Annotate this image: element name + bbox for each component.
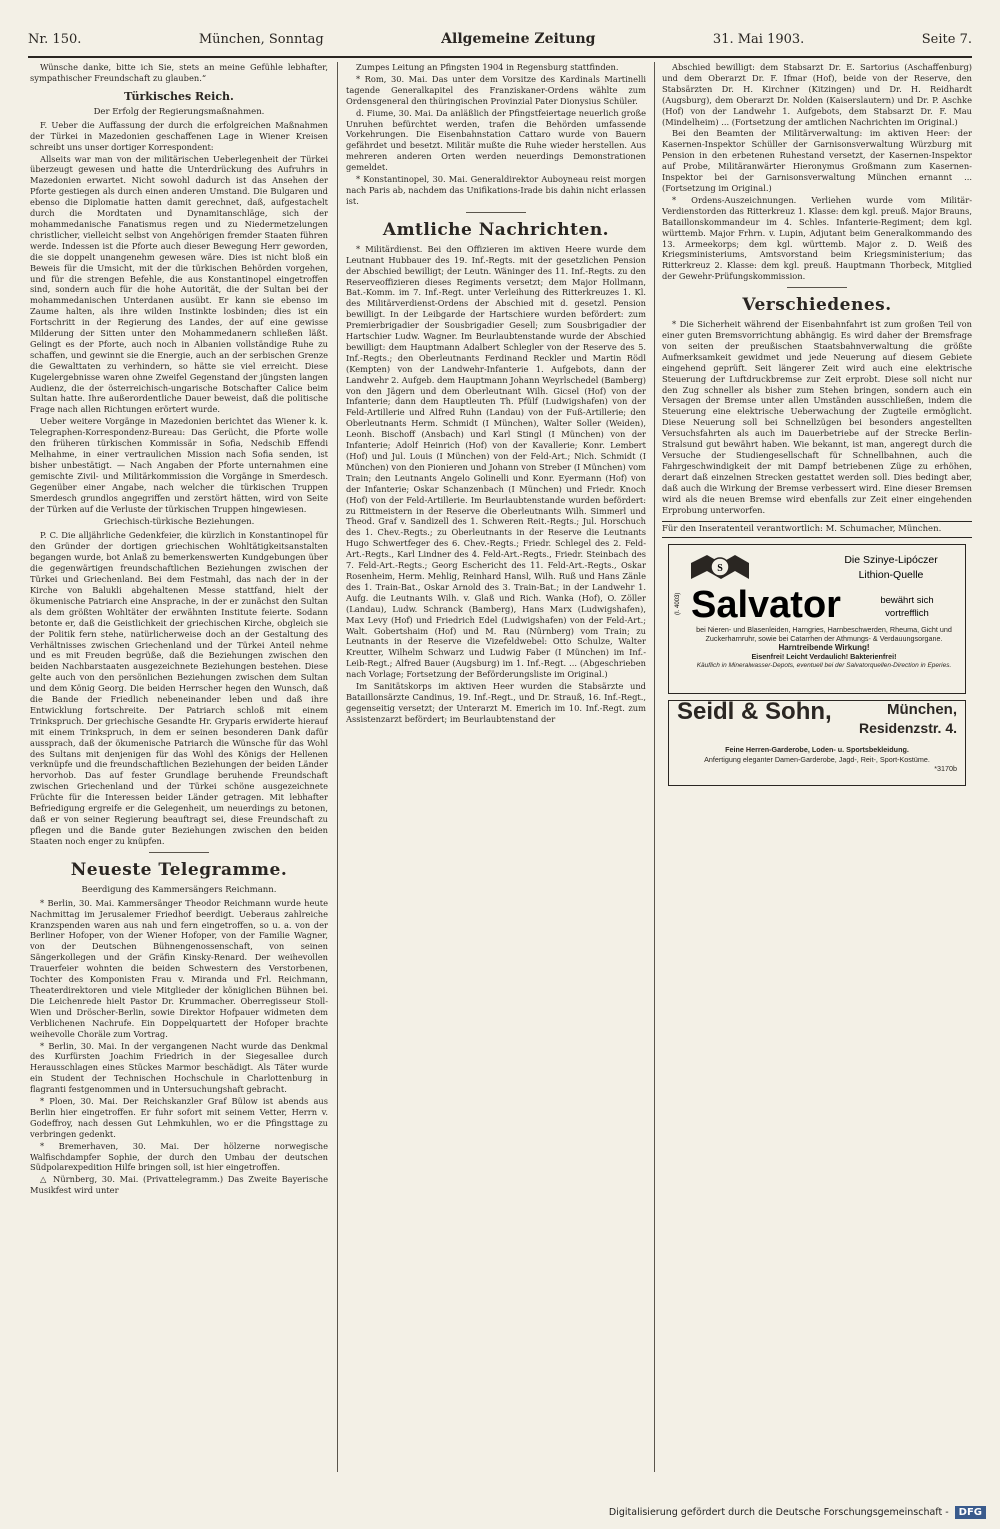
ad2-code: *3170b	[934, 764, 957, 774]
column-1	[30, 62, 328, 1472]
ad2-city: München,	[887, 701, 957, 719]
page-header	[28, 22, 972, 58]
digitization-credit	[609, 1506, 986, 1519]
paragraph: Im Sanitätskorps im aktiven Heer wurden die Stabsärzte und Bataillonsärzte Candinus, 19. Inf.-Regt., und Dr. Strauß, 16. Inf.-Regt., gegenseitig versetzt; der Unterarzt M. Emerich im 10. Inf.-Regt. zum Assistenzarzt befördert; im Beurlaubtenstand der	[346, 681, 646, 724]
ad-top-line-1: Die Szinye-Lipóczer	[844, 554, 938, 567]
ad-line-1: Eisenfrei! Leicht Verdaulich! Bakterienfrei!	[751, 652, 897, 662]
paragraph: P. C. Die alljährliche Gedenkfeier, die kürzlich in Konstantinopel für den Gründer der dortigen griechischen Wohltätigkeitsanstalten begangen wurde, bot Anlaß zu bemerkenswerten Kundgebungen über die gegenwärtigen freundschaftlichen Beziehungen zwischen der Türkei und Griechenland. Bei dem Festmahl, das nach der in der Kirche von Balukli abgehaltenen Messe stattfand, hielt der ökumenische Patriarch eine Ansprache, in der er zunächst den Sultan als dem größten Wohltäter der erwähnten Institute feierte. Sodann betonte er, daß die Geistlichkeit der griechischen Kirche, obgleich sie der Politik fern stehe, natürlicherweise doch an der Gestaltung des Verhältnisses zwischen Griechenland und der Türkei Anteil nehme und es mit Freuden begrüße, daß die Beziehungen zwischen den beiden Nachbarstaaten ausgezeichnete Beziehungen bestehen. Diese gelte auch von den persönlichen Beziehungen zwischen dem Sultan und dem König Georg. Die beiden Herrscher hegen den Wunsch, daß die Bande der Friedlich nebeneinander leben und daß ihre Entwicklung fortschreite. Der Patriarch schloß mit einem Trinkspruch. Der griechische Gesandte Hr. Gryparis erwiderte hierauf mit einem Trinkspruch, in dem er seinen besonderen Dank dafür aussprach, daß der ökumenische Patriarch die Wünsche für das Wohl des Sultans mit denjenigen für das Wohl des Königs der Hellenen verknüpfe und die freundschaftlichen Beziehungen der beiden Länder hervorhob. Das auf fester Grundlage beruhende Freundschaft zwischen Griechenland und der Türkei schöne ausgezeichnete Früchte für die Interessen beider Länder getragen. Mit lebhafter Befriedigung ergreife er die Gelegenheit, um neuerdings zu betonen, daß er von seiner Regierung beauftragt sei, diese Freundschaft zu pflegen und die Bande guter Beziehungen zwischen den beiden Staaten noch enger zu knüpfen.	[30, 530, 328, 846]
paragraph: * Berlin, 30. Mai. Kammersänger Theodor Reichmann wurde heute Nachmittag im Jerusalemer Friedhof beerdigt. Ueberaus zahlreiche Kranzspenden waren aus nah und fern eingetroffen, so u. a. von der Berliner Hofoper, von der Wiener Hofoper, von der Familie Wagner, von der Deutschen Bühnengenossenschaft, von seinen Sängerkollegen und der Gräfin Kinsky-Renard. Der weihevollen Trauerfeier wohnten die beiden Schwestern des Verstorbenen, Tochter des Komponisten Frau v. Miranda und Frl. Reichmann, Theaterdirektoren und viele Mitglieder der königlichen Bühnen bei. Die Leichenrede hielt Pastor Dr. Krummacher. Oberregisseur Stoll-Wien und Dröscher-Berlin, sowie Direktor Hofpauer widmeten dem Verblichenen Nachrufe. Ein Doppelquartett der Hofoper brachte weihevolle Choräle zum Vortrag.	[30, 897, 328, 1039]
credit-text: Digitalisierung gefördert durch die Deutsche Forschungsgemeinschaft -	[608, 1507, 949, 1518]
ad-code: (I. 4003)	[675, 592, 681, 616]
issue-date: 31. Mai 1903.	[712, 31, 805, 47]
paragraph: * Ploen, 30. Mai. Der Reichskanzler Graf Bülow ist abends aus Berlin hier eingetroffen. Er fuhr sofort mit seinem Vetter, Herrn v. Godeffroy, nach dessen Gut Lehmkuhlen, wo er die Pfingsttage zu verbringen gedenkt.	[30, 1096, 328, 1139]
ad-effect: Harntreibende Wirkung!	[778, 643, 870, 653]
ad2-desc-1: Feine Herren-Garderobe, Loden- u. Sportsbekleidung.	[725, 745, 909, 755]
paragraph: * Konstantinopel, 30. Mai. Generaldirektor Auboyneau reist morgen nach Paris ab, nachdem das Unifikations-Irade bis dahin nicht erlassen ist.	[346, 174, 646, 206]
newspaper-page	[28, 22, 972, 1492]
page-number: Seite 7.	[921, 31, 972, 47]
ad-claim-2: vortrefflich	[885, 608, 929, 620]
ad2-desc-2: Anfertigung eleganter Damen-Garderobe, Jagd-, Reit-, Sport-Kostüme.	[704, 754, 930, 764]
salvator-advertisement	[668, 544, 966, 694]
divider	[466, 212, 526, 213]
paragraph: Wünsche danke, bitte ich Sie, stets an meine Gefühle lebhafter, sympathischer Freundschaft zu glauben.“	[30, 62, 328, 83]
divider	[149, 852, 209, 853]
ad2-address: Residenzstr. 4.	[858, 720, 957, 737]
paragraph: Abschied bewilligt: dem Stabsarzt Dr. E. Sartorius (Aschaffenburg) und dem Oberarzt Dr. F. Ifmar (Hof), beide von der Reserve, den Stabsärzten Dr. H. Kirchner (Kitzingen) und Dr. H. Reidhardt (Augsburg), dem Oberarzt Dr. Nolden (Kaiserslautern) und Dr. P. Aschke (Hof) von der Landwehr 1. Aufgebots, dem Stabsarzt Dr. F. Mau (Mindelheim) ... (Fortsetzung der amtlichen Nachrichten im Original.)	[662, 62, 972, 127]
column-2	[346, 62, 646, 1472]
paragraph: F. Ueber die Auffassung der durch die erfolgreichen Maßnahmen der Türkei in Mazedonien geschaffenen Lage in Wiener Kreisen schreibt uns unser dortiger Korrespondent:	[30, 119, 328, 152]
ad-body: bei Nieren- und Blasenleiden, Harngries, Harnbeschwerden, Rheuma, Gicht und Zuckerharnruhr, sowie bei Catarrhen der Athmungs- & Verdauungsorgane.	[696, 625, 952, 644]
subheading: Griechisch-türkische Beziehungen.	[103, 517, 255, 528]
paragraph: Bei den Beamten der Militärverwaltung: im aktiven Heer: der Kasernen-Inspektor Schüller der Garnisonsverwaltung Würzburg mit Pension in den erbetenen Ruhestand versetzt, der Kasernen-Inspektor auf Probe, Militäranwärter Hieronymus Großmann zum Kasernen-Inspektor bei der Garnisonsverwaltung München ernannt ... (Fortsetzung im Original.)	[662, 128, 972, 193]
divider	[787, 287, 847, 288]
section-heading: Neueste Telegramme.	[70, 859, 288, 880]
subheading: Beerdigung des Kammersängers Reichmann.	[81, 884, 277, 895]
paragraph: Allseits war man von der militärischen Ueberlegenheit der Türkei überzeugt gewesen und hatte die Unterdrückung des Aufruhrs in Mazedonien erwartet. Nicht sowohl dadurch ist das Ansehen der Pforte gestiegen als durch einen anderen Umstand. Die Bulgaren und ebenso die Diplomatie hatten damit gerechnet, daß, aufgestachelt durch die Mordtaten und Dynamitanschläge, sich der mohammedanische Fanatismus regen und zu Niedermetzelungen christlicher, vielleicht selbst von Angehörigen fremder Staaten führen werde. Indessen ist die Pforte auch dieser Bewegung Herr geworden, die sie doppelt unangenehm gewesen wäre. Dies ist nicht bloß ein Beweis für die Umsicht, mit der die türkischen Behörden vorgehen, und für die strengen Befehle, die aus Konstantinopel eingetroffen sind, sondern auch für die hohe Autorität, die der Sultan bei der mohammedanischen Unterdanen ausübt. Er kann sie ebenso im Zaume halten, als ihre wilden Instinkte losbinden; dies ist ein Fortschritt in der Regierung des Landes, der auf eine gewisse Milderung der Sitten unter den Mohammedanern schließen läßt. Gelingt es der Pforte, auch noch in Albanien vollständige Ruhe zu schaffen, und gewinnt sie die Energie, auch an der serbischen Grenze die Gewalttaten zu verhindern, so hätte sie viel erreicht. Diese Kugelergebnisse waren ohne Zweifel Gegenstand der jüngsten langen Audienz, die der österreichisch-ungarische Botschafter Calice beim Sultan hatte. Ihre außerordentliche Dauer beweist, daß die politische Frage nach allen Richtungen erörtert wurde.	[30, 153, 328, 415]
column-rule	[337, 62, 338, 1472]
place-day: München, Sonntag	[198, 31, 324, 47]
brand-salvator: Salvator	[691, 584, 841, 627]
column-3	[662, 62, 972, 1472]
paragraph: △ Nürnberg, 30. Mai. (Privattelegramm.) Das Zweite Bayerische Musikfest wird unter	[30, 1174, 328, 1196]
ad-line-2: Käuflich in Mineralwasser-Depots, eventuell bei der Salvatorquellen-Direction in Eperies.	[696, 662, 952, 670]
seal-letter: S	[717, 563, 723, 575]
section-heading: Verschiedenes.	[742, 295, 892, 316]
ad-claim-1: bewährt sich	[880, 595, 934, 607]
issue-number: Nr. 150.	[28, 31, 82, 47]
paragraph: * Rom, 30. Mai. Das unter dem Vorsitze des Kardinals Martinelli tagende Generalkapitel des Franziskaner-Ordens wählte zum Ordensgeneral den thüringischen Provinzial Pater Dionysius Schüler.	[346, 73, 646, 106]
dfg-logo: DFG	[955, 1506, 986, 1519]
section-heading: Amtliche Nachrichten.	[382, 219, 610, 240]
paragraph: * Berlin, 30. Mai. In der vergangenen Nacht wurde das Denkmal des Kurfürsten Joachim Friedrich in der Siegesallee durch Herausschlagen eines Stückes Marmor beschädigt. Als Täter wurde ein Student der Technischen Hochschule in Charlottenburg in flagranti festgenommen und in Untersuchungshaft gebracht.	[30, 1040, 328, 1095]
newspaper-title: Allgemeine Zeitung	[441, 31, 596, 47]
paragraph: Ueber weitere Vorgänge in Mazedonien berichtet das Wiener k. k. Telegraphen-Korrespondenz-Bureau: Das Gerücht, die Pforte wolle den früheren türkischen Kommissär in Sofia, Nedschib Effendi Melhahme, in einer vertraulichen Mission nach Sofia senden, ist bisher unbestätigt. — Nach Angaben der Pforte unternahmen eine gemischte Zivil- und Militärkommission die Vorgänge in Smerdesch. Gegenüber einer Angabe, nach welcher die türkischen Truppen Smerdesch grundlos angegriffen und zerstört hätten, wird von Seite der Türken auf die Verluste der türkischen Truppen hingewiesen.	[30, 416, 328, 514]
salvator-ad-art	[669, 545, 967, 695]
ad2-name: Seidl & Sohn,	[677, 698, 832, 726]
paragraph: * Militärdienst. Bei den Offizieren im aktiven Heere wurde dem Leutnant Hubbauer des 19. Inf.-Regts. mit der gesetzlichen Pension der Abschied bewilligt; der Leutn. Wäninger des 11. Inf.-Regts. zu den Reserveoffizieren dieses Regiments versetzt; dem Major Hollmann, Bat.-Komm. im 7. Inf.-Regt. unter Verleihung des Ritterkreuzes 1. Kl. des Militärverdienst-Ordens der Abschied mit d. gesetzl. Pension bewilligt. In der Leibgarde der Hartschiere wurden befördert: zum Premierbrigadier der Sousbrigadier Gesell; zum Sousbrigadier der Hartschier Ludw. Wagner. Im Beurlaubtenstande wurde der Abschied bewilligt: dem Hauptmann Adalbert Schlegler von der Reserve des 5. Inf.-Regts.; den Oberleutnants Ferdinand Reckler und Martin Rödl (Kempten) von der Landwehr-Infanterie 1. Aufgebots, dann der Landwehr 2. Aufgeb. dem Hauptmann Johann Weyrlschedel (Bamberg) von den Jägern und dem Oberleutnant Wilh. Gicsel (Hof) von der Infanterie; dann dem Hauptleuten Th. Pfülf (Ludwigshafen) von der Feld-Artillerie und Alfred Ruhn (Landau) von der Fuß-Artillerie; den Oberleutnants Herm. Schmidt (I München), Walter Soller (Weiden), Leonh. Bischoff (Ansbach) und Karl Stingl (I München) von der Infanterie; Adolf Heinrich (Hof) von der Kavallerie; Konr. Lembert (Hof) und Jul. Louis (I München) von der Feld-Art.; Nich. Schmidt (I München) von den Pionieren und Johann von Streber (I München) vom Train; den Leutnants Angelo Golinelli und Konr. Eyermann (Hof) von der Infanterie; Oskar Schanzenbach (I München) und Friedr. Knoch (Hof) von der Feld-Artillerie. Im Beurlaubtenstande wurden befördert: zu Rittmeistern in der Reserve die Oberleutnants Wilh. Simmerl und Theod. Graf v. Sandizell des 1. Schweren Reit.-Regts.; Jul. Horschuch des 1. Chev.-Regts.; zu Oberleutnants in der Reserve die Leutnants Hugo Schwertfeger des 6. Chev.-Regts.; Friedr. Schlegel des 2. Feld-Art.-Regts., Karl Lindner des 4. Feld-Art.-Regts., Friedr. Steinbach des 7. Feld-Art.-Regts.; Georg Eschericht des 11. Feld-Art.-Regts., Oskar Rosenheim, Herm. Mehlig, Reinhard Hansl, Wilh. Ruß und Hans Zänle des 1. Train-Bat., Oskar Arnold des 3. Train-Bat.; in der Landwehr 1. Aufg. die Leutnants Wilh. v. Glaß und Rich. Wanka (Hof), O. Zöller (Landau), Ludw. Schranck (Bamberg), Hans Marx (Ludwigshafen), Max Levy (Hof) und Friedrich Edel (Ludwigshafen) von der Feld-Art.; Walt. Gobertshaim (Hof) und M. Rau (Nürnberg) vom Train; zu Leutnants in der Reserve die Vizefeldwebel: Otto Schulze, Walter Kreutter, Wilhelm Schwarz und Ludwig Faber (I München) im Inf.-Leib-Regt.; Alfred Bauer (Augsburg) im 1. Inf.-Regt. ... (Abgeschrieben nach Vorlage; Fortsetzung der Beförderungsliste im Original.)	[346, 243, 646, 680]
paragraph: Zumpes Leitung an Pfingsten 1904 in Regensburg stattfinden.	[356, 62, 619, 72]
paragraph: * Die Sicherheit während der Eisenbahnfahrt ist zum großen Teil von einer guten Bremsvorrichtung abhängig. Es wird daher der Bremsfrage von seiten der preußischen Staatsbahnverwaltung die größte Aufmerksamkeit gewidmet und jede Neuerung auf diesem Gebiete eingehend geprüft. Seit längerer Zeit wird auch eine elektrische Steuerung der Luftdruckbremse zur Zeit erprobt. Diese soll nicht nur den Zug schneller als bisher zum Stehen bringen, sondern auch ein Versagen der Bremse unter allen Umständen ausschließen, indem die Steuerung eine elektrische Ueberwachung der Zugteile ermöglicht. Diese Neuerung soll bei Schnellzügen bei besonders angestellten Versuchsfahrten als auch im Dauerbetriebe auf der Strecke Berlin-Stralsund gut bewährt haben. Wie bekannt, ist man, angeregt durch die Versuche der Studiengesellschaft für Schnellbahnen, auch die Fahrgeschwindigkeit der mit Dampf betriebenen Züge zu erhöhen, derart daß einzelnen Strecken gestattet werden soll. Dies bedingt aber, daß auch die Wirkung der Bremse verbessert wird. Eine dieser Bremsen wird als die neuen Bremse wird ebenfalls zur Zeit einer eingehenden Erprobung unterworfen.	[662, 319, 972, 515]
paragraph: * Bremerhaven, 30. Mai. Der hölzerne norwegische Walfischdampfer Sophie, der durch den Umbau der deutschen Südpolarexpedition Hilfe bringen soll, ist hier eingetroffen.	[30, 1140, 328, 1173]
section-heading: Türkisches Reich.	[124, 89, 234, 103]
ad-top-line-2: Lithion-Quelle	[858, 569, 924, 582]
column-rule	[654, 62, 655, 1472]
subheading: Der Erfolg der Regierungsmaßnahmen.	[93, 106, 265, 117]
paragraph: d. Fiume, 30. Mai. Da anläßlich der Pfingstfeiertage neuerlich große Unruhen befürchtet werden, trafen die Behörden umfassende Vorkehrungen. Die Eisenbahnstation Cattaro wurde von Bauern gefährdet und besetzt. Militär mußte die Ruhe wieder herstellen. Aus mehreren anderen Orten werden neuerdings Demonstrationen gemeldet.	[346, 107, 646, 173]
seidl-advertisement	[668, 700, 966, 786]
paragraph: * Ordens-Auszeichnungen. Verliehen wurde vom Militär-Verdienstorden das Ritterkreuz 1. Klasse: dem kgl. preuß. Major Brauns, Bataillonskommandeur im 4. Schles. Infanterie-Regiment; dem kgl. württemb. Major Frhrn. v. Lupin, Adjutant beim Generalkommando des 13. Armeekorps; dem kgl. württemb. Major z. D. Weiß des Kriegsministeriums, Amtsvorstand beim Kriegsministerium; das Ritterkreuz 2. Klasse: dem kgl. preuß. Hauptmann Thorbeck, Mitglied der Gewehr-Prüfungskommission.	[662, 194, 972, 282]
responsibility-line: Für den Inseratenteil verantwortlich: M. Schumacher, München.	[662, 521, 972, 538]
